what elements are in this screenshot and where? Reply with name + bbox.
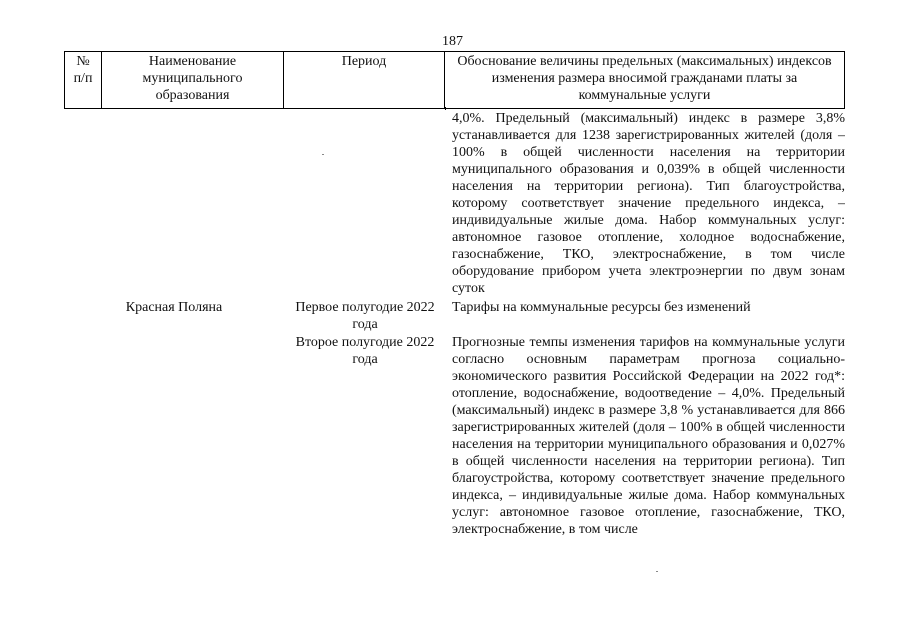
header-col-period: Период	[284, 52, 445, 109]
municipality-name: Красная Поляна	[125, 300, 223, 315]
scan-speck	[656, 571, 658, 572]
table-header	[64, 51, 845, 109]
continued-justification-text: 4,0%. Предельный (максимальный) индекс в размере 3,8% устанавливается для 1238 зарегистрированных жителей (доля – 100% в общей численности населения на территории муниципального образования и 0,039% в общей численности населения на территории региона). Тип благоустройства, которому соответствует значение предельного индекса, – индивидуальные жилые дома. Набор коммунальных услуг: автономное газовое отопление, холодное водоснабжение, газоснабжение, ТКО, электроснабжение, в том числе оборудование прибором учета электроэнергии по двум зонам суток	[452, 111, 845, 296]
justification-first-half: Тарифы на коммунальные ресурсы без изменений	[452, 300, 751, 315]
period-second-half: Второе полугодие 2022 года	[295, 335, 435, 367]
page-number: 187	[442, 34, 463, 49]
header-row	[65, 52, 845, 109]
period-first-half: Первое полугодие 2022 года	[295, 300, 435, 332]
column-divider	[445, 107, 446, 110]
scan-speck	[322, 154, 324, 155]
header-col-justification: Обоснование величины предельных (максимальных) индексов изменения размера вносимой гражданами платы за коммунальные услуги	[445, 52, 845, 109]
header-col-number: № п/п	[65, 52, 102, 109]
justification-second-half: Прогнозные темпы изменения тарифов на коммунальные услуги согласно основным параметрам прогноза социально-экономического развития Российской Федерации на 2022 год*: отопление, водоснабжение, водоотведение – 4,0%. Предельный (максимальный) индекс в размере 3,8 % устанавливается для 866 зарегистрированных жителей (доля – 100% в общей численности населения на территории муниципального образования и 0,027% в общей численности населения на территории региона). Тип благоустройства, которому соответствует значение предельного индекса, – индивидуальные жилые дома. Набор коммунальных услуг: автономное газовое отопление, газоснабжение, ТКО, электроснабжение, в том числе	[452, 335, 845, 537]
header-col-municipality: Наименование муниципального образования	[102, 52, 284, 109]
